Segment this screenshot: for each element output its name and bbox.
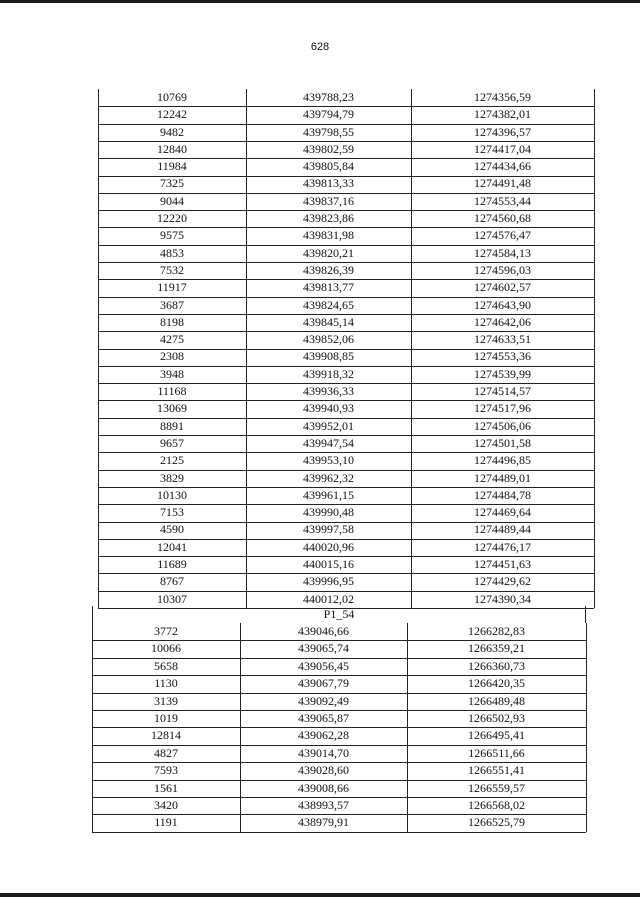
- point-id-cell: 12220: [157, 211, 187, 226]
- x-coordinate-cell: 439813,33: [303, 176, 354, 191]
- point-id-cell: 9044: [160, 193, 184, 208]
- point-id-cell: 13069: [157, 401, 187, 416]
- table-row: [98, 89, 594, 106]
- table-row: [98, 210, 594, 227]
- point-id-cell: 7325: [160, 176, 184, 191]
- x-coordinate-cell: 439798,55: [303, 124, 354, 139]
- table-row: [92, 797, 586, 814]
- point-id-cell: 10066: [151, 641, 181, 656]
- table-row: [98, 245, 594, 262]
- table-row-rule: [98, 366, 594, 367]
- table-row: [98, 383, 594, 400]
- table-row: [92, 814, 586, 831]
- table-row-rule: [98, 504, 594, 505]
- y-coordinate-cell: 1274501,58: [474, 435, 531, 450]
- table-row-rule: [98, 158, 594, 159]
- table-row: [98, 539, 594, 556]
- x-coordinate-cell: 439092,49: [298, 693, 349, 708]
- point-id-cell: 4853: [160, 245, 184, 260]
- point-id-cell: 3948: [160, 366, 184, 381]
- table-row-rule: [92, 762, 586, 763]
- table-row-rule: [92, 675, 586, 676]
- y-coordinate-cell: 1274596,03: [474, 262, 531, 277]
- x-coordinate-cell: 439831,98: [303, 228, 354, 243]
- table-row-rule: [98, 124, 594, 125]
- table-row: [98, 400, 594, 417]
- x-coordinate-cell: 438993,57: [298, 797, 349, 812]
- x-coordinate-cell: 439940,93: [303, 401, 354, 416]
- y-coordinate-cell: 1274429,62: [474, 574, 531, 589]
- table-row-rule: [98, 245, 594, 246]
- table-row: [98, 175, 594, 192]
- y-coordinate-cell: 1266282,83: [468, 624, 525, 638]
- table-row: [98, 366, 594, 383]
- table-row-rule: [98, 418, 594, 419]
- table-row: [92, 780, 586, 797]
- y-coordinate-cell: 1266359,21: [468, 641, 525, 656]
- x-coordinate-cell: 439952,01: [303, 418, 354, 433]
- table-row-rule: [98, 591, 594, 592]
- table-row: [98, 314, 594, 331]
- section-row-rule: [92, 606, 93, 623]
- y-coordinate-cell: 1274396,57: [474, 124, 531, 139]
- table-row: [98, 470, 594, 487]
- table-row: [98, 556, 594, 573]
- y-coordinate-cell: 1274642,06: [474, 314, 531, 329]
- point-id-cell: 4275: [160, 332, 184, 347]
- y-coordinate-cell: 1266559,57: [468, 780, 525, 795]
- table-row: [98, 331, 594, 348]
- point-id-cell: 7593: [154, 763, 178, 778]
- x-coordinate-cell: 439802,59: [303, 141, 354, 156]
- x-coordinate-cell: 439852,06: [303, 332, 354, 347]
- point-id-cell: 5658: [154, 658, 178, 673]
- y-coordinate-cell: 1274496,85: [474, 453, 531, 468]
- point-id-cell: 11168: [157, 384, 187, 399]
- point-id-cell: 3139: [154, 693, 178, 708]
- x-coordinate-cell: 438979,91: [298, 815, 349, 830]
- x-coordinate-cell: 439962,32: [303, 470, 354, 485]
- table-row: [98, 487, 594, 504]
- table-row: [98, 435, 594, 452]
- x-coordinate-cell: 439997,58: [303, 522, 354, 537]
- x-coordinate-cell: 439062,28: [298, 728, 349, 743]
- table-row: [92, 762, 586, 779]
- table-row-rule: [98, 331, 594, 332]
- table-row-rule: [98, 487, 594, 488]
- y-coordinate-cell: 1274576,47: [474, 228, 531, 243]
- table-row-rule: [92, 640, 586, 641]
- x-coordinate-cell: 439918,32: [303, 366, 354, 381]
- y-coordinate-cell: 1274489,44: [474, 522, 531, 537]
- table-row-rule: [98, 349, 594, 350]
- x-coordinate-cell: 439067,79: [298, 676, 349, 691]
- table-row-rule: [92, 693, 586, 694]
- x-coordinate-cell: 439823,86: [303, 211, 354, 226]
- point-id-cell: 9482: [160, 124, 184, 139]
- table-row: [98, 279, 594, 296]
- x-coordinate-cell: 439028,60: [298, 763, 349, 778]
- y-coordinate-cell: 1274484,78: [474, 487, 531, 502]
- y-coordinate-cell: 1266568,02: [468, 797, 525, 812]
- table-row-rule: [98, 400, 594, 401]
- table-row-rule: [92, 745, 586, 746]
- table-row-rule: [98, 539, 594, 540]
- x-coordinate-cell: 439014,70: [298, 745, 349, 760]
- table-row: [98, 418, 594, 435]
- x-coordinate-cell: 440015,16: [303, 557, 354, 572]
- table-row-rule: [98, 193, 594, 194]
- point-id-cell: 12041: [157, 539, 187, 554]
- point-id-cell: 11917: [157, 280, 187, 295]
- x-coordinate-cell: 439805,84: [303, 159, 354, 174]
- table-row-rule: [98, 279, 594, 280]
- point-id-cell: 8767: [160, 574, 184, 589]
- point-id-cell: 12814: [151, 728, 181, 743]
- y-coordinate-cell: 1266551,41: [468, 763, 525, 778]
- table-row-rule: [98, 435, 594, 436]
- x-coordinate-cell: 439990,48: [303, 505, 354, 520]
- table-row: [92, 710, 586, 727]
- x-coordinate-cell: 439794,79: [303, 107, 354, 122]
- x-coordinate-cell: 439788,23: [303, 90, 354, 104]
- x-coordinate-cell: 439961,15: [303, 487, 354, 502]
- point-id-cell: 1019: [154, 710, 178, 725]
- x-coordinate-cell: 439008,66: [298, 780, 349, 795]
- scan-border-top: [0, 0, 640, 3]
- section-label: P1_54: [92, 606, 586, 623]
- x-coordinate-cell: 439065,87: [298, 710, 349, 725]
- point-id-cell: 11689: [157, 557, 187, 572]
- y-coordinate-cell: 1274514,57: [474, 384, 531, 399]
- table-row: [98, 227, 594, 244]
- point-id-cell: 2125: [160, 453, 184, 468]
- table-row-rule: [92, 832, 586, 833]
- table-row-rule: [98, 176, 594, 177]
- table-row: [98, 573, 594, 590]
- table-row-rule: [98, 262, 594, 263]
- x-coordinate-cell: 439813,77: [303, 280, 354, 295]
- point-id-cell: 7532: [160, 262, 184, 277]
- table-row: [92, 675, 586, 692]
- table-row-rule: [98, 227, 594, 228]
- point-id-cell: 9657: [160, 435, 184, 450]
- y-coordinate-cell: 1274506,06: [474, 418, 531, 433]
- table-row-rule: [98, 210, 594, 211]
- x-coordinate-cell: 439820,21: [303, 245, 354, 260]
- table-row-rule: [92, 780, 586, 781]
- x-coordinate-cell: 439046,66: [298, 624, 349, 638]
- section-row-rule: [585, 606, 586, 623]
- point-id-cell: 10307: [157, 591, 187, 606]
- point-id-cell: 4827: [154, 745, 178, 760]
- x-coordinate-cell: 439065,74: [298, 641, 349, 656]
- x-coordinate-cell: 439824,65: [303, 297, 354, 312]
- table-row-rule: [98, 314, 594, 315]
- y-coordinate-cell: 1274417,04: [474, 141, 531, 156]
- table-row: [92, 658, 586, 675]
- y-coordinate-cell: 1266420,35: [468, 676, 525, 691]
- y-coordinate-cell: 1266502,93: [468, 710, 525, 725]
- point-id-cell: 3772: [154, 624, 178, 638]
- y-coordinate-cell: 1274476,17: [474, 539, 531, 554]
- y-coordinate-cell: 1274356,59: [474, 90, 531, 104]
- x-coordinate-cell: 439826,39: [303, 262, 354, 277]
- x-coordinate-cell: 439837,16: [303, 193, 354, 208]
- table-row: [92, 623, 586, 640]
- x-coordinate-cell: 440012,02: [303, 591, 354, 606]
- table-row-rule: [98, 556, 594, 557]
- table-row: [98, 124, 594, 141]
- y-coordinate-cell: 1274553,44: [474, 193, 531, 208]
- table-row-rule: [98, 522, 594, 523]
- point-id-cell: 8198: [160, 314, 184, 329]
- x-coordinate-cell: 439056,45: [298, 658, 349, 673]
- table-row-rule: [92, 797, 586, 798]
- point-id-cell: 1561: [154, 780, 178, 795]
- table-row-rule: [92, 658, 586, 659]
- point-id-cell: 7153: [160, 505, 184, 520]
- y-coordinate-cell: 1266511,66: [468, 745, 525, 760]
- table-column-rule: [586, 623, 587, 832]
- table-row: [98, 106, 594, 123]
- point-id-cell: 1191: [154, 815, 178, 830]
- table-row: [98, 452, 594, 469]
- y-coordinate-cell: 1274390,34: [474, 591, 531, 606]
- point-id-cell: 4590: [160, 522, 184, 537]
- y-coordinate-cell: 1274469,64: [474, 505, 531, 520]
- point-id-cell: 11984: [157, 159, 187, 174]
- table-row: [98, 521, 594, 538]
- table-row-rule: [98, 106, 594, 107]
- y-coordinate-cell: 1266360,73: [468, 658, 525, 673]
- point-id-cell: 12242: [157, 107, 187, 122]
- x-coordinate-cell: 439996,95: [303, 574, 354, 589]
- point-id-cell: 10130: [157, 487, 187, 502]
- y-coordinate-cell: 1266525,79: [468, 815, 525, 830]
- table-row-rule: [98, 383, 594, 384]
- x-coordinate-cell: 439947,54: [303, 435, 354, 450]
- table-row-rule: [92, 814, 586, 815]
- point-id-cell: 3829: [160, 470, 184, 485]
- point-id-cell: 12840: [157, 141, 187, 156]
- y-coordinate-cell: 1274491,48: [474, 176, 531, 191]
- x-coordinate-cell: 439936,33: [303, 384, 354, 399]
- y-coordinate-cell: 1274489,01: [474, 470, 531, 485]
- table-row: [92, 693, 586, 710]
- table-row-rule: [98, 452, 594, 453]
- table-row: [98, 297, 594, 314]
- table-row: [98, 193, 594, 210]
- point-id-cell: 2308: [160, 349, 184, 364]
- table-row: [98, 141, 594, 158]
- table-row-rule: [98, 141, 594, 142]
- x-coordinate-cell: 439908,85: [303, 349, 354, 364]
- x-coordinate-cell: 439953,10: [303, 453, 354, 468]
- table-row: [98, 504, 594, 521]
- point-id-cell: 1130: [154, 676, 178, 691]
- table-row-rule: [98, 470, 594, 471]
- table-row: [98, 262, 594, 279]
- y-coordinate-cell: 1266489,48: [468, 693, 525, 708]
- scan-border-bottom: [0, 893, 640, 897]
- table-row: [92, 727, 586, 744]
- page-number: 628: [310, 41, 330, 53]
- coordinates-table-b: [92, 623, 586, 832]
- table-row-rule: [98, 573, 594, 574]
- y-coordinate-cell: 1274643,90: [474, 297, 531, 312]
- table-row: [92, 640, 586, 657]
- table-row-rule: [98, 297, 594, 298]
- table-column-rule: [594, 89, 595, 608]
- y-coordinate-cell: 1274517,96: [474, 401, 531, 416]
- point-id-cell: 9575: [160, 228, 184, 243]
- y-coordinate-cell: 1274560,68: [474, 211, 531, 226]
- coordinates-table-a: [98, 89, 594, 608]
- y-coordinate-cell: 1274584,13: [474, 245, 531, 260]
- point-id-cell: 3687: [160, 297, 184, 312]
- table-row-rule: [92, 727, 586, 728]
- y-coordinate-cell: 1274553,36: [474, 349, 531, 364]
- table-row: [98, 158, 594, 175]
- x-coordinate-cell: 440020,96: [303, 539, 354, 554]
- point-id-cell: 3420: [154, 797, 178, 812]
- table-row: [92, 745, 586, 762]
- y-coordinate-cell: 1274633,51: [474, 332, 531, 347]
- y-coordinate-cell: 1274382,01: [474, 107, 531, 122]
- point-id-cell: 8891: [160, 418, 184, 433]
- table-row-rule: [92, 710, 586, 711]
- point-id-cell: 10769: [157, 90, 187, 104]
- y-coordinate-cell: 1274539,99: [474, 366, 531, 381]
- y-coordinate-cell: 1274434,66: [474, 159, 531, 174]
- y-coordinate-cell: 1266495,41: [468, 728, 525, 743]
- x-coordinate-cell: 439845,14: [303, 314, 354, 329]
- y-coordinate-cell: 1274451,63: [474, 557, 531, 572]
- table-row: [98, 348, 594, 365]
- y-coordinate-cell: 1274602,57: [474, 280, 531, 295]
